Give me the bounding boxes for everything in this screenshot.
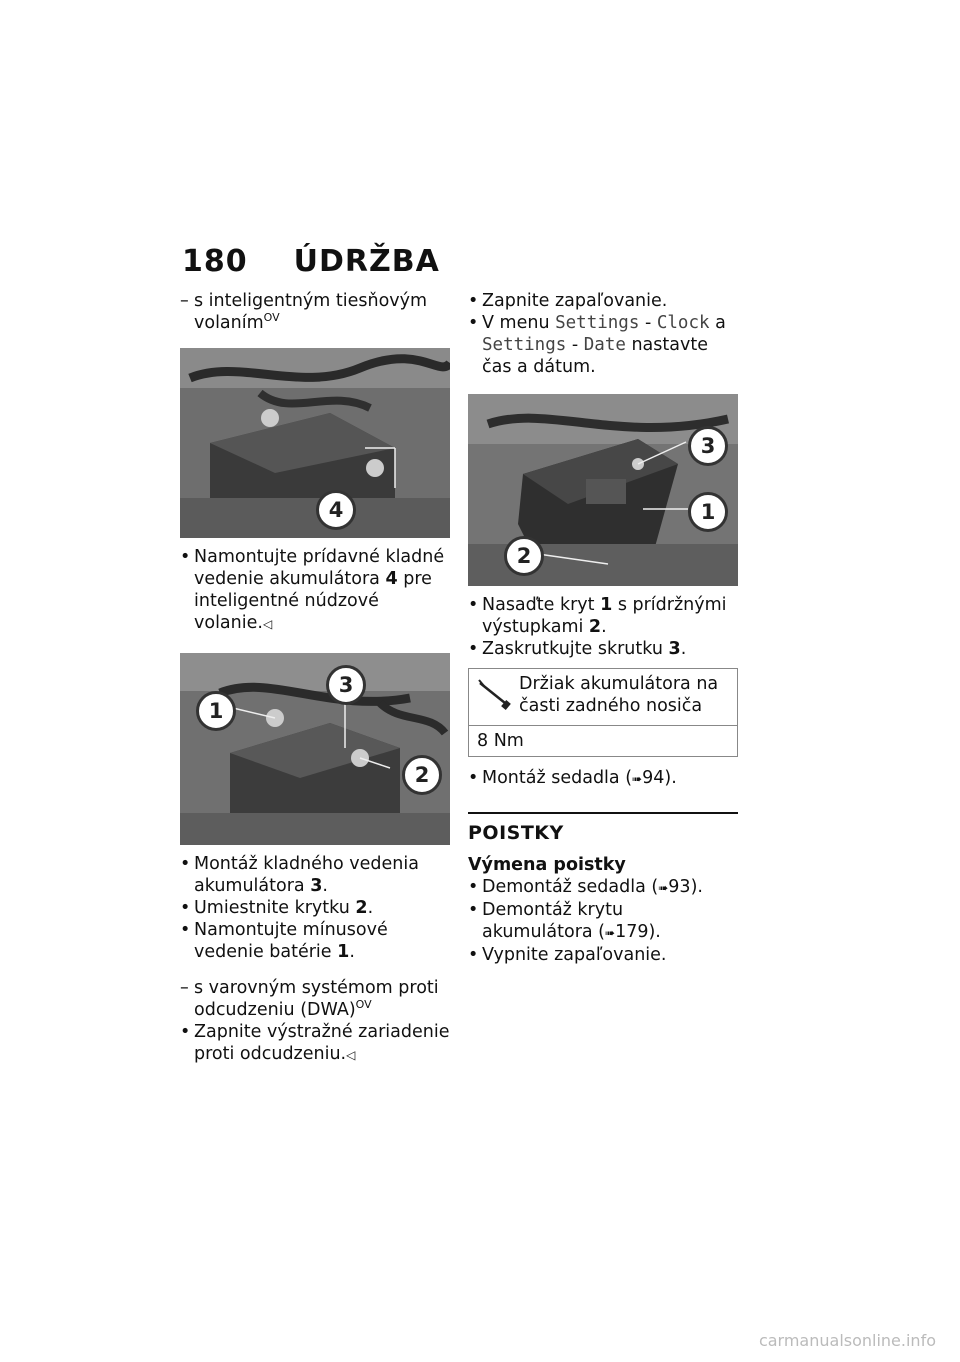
battery-illustration-2	[180, 653, 450, 845]
end-mark-icon: ◁	[346, 1048, 356, 1062]
callout-1: 1	[688, 492, 728, 532]
section-title: POISTKY	[468, 822, 564, 844]
callout-2: 2	[402, 755, 442, 795]
optional-equipment-mark: OV	[355, 998, 372, 1012]
arrow-ref-icon: ➠	[658, 881, 669, 895]
step-negative-cable: • Namontujte mínusové vedenie batérie 1.	[180, 920, 388, 962]
menu-settings: Settings	[555, 313, 640, 333]
page-header	[182, 244, 440, 279]
page-number: 180	[182, 244, 248, 279]
step-remove-battery-cover: • Demontáž krytu akumulátora (➠179).	[468, 900, 661, 942]
callout-3: 3	[688, 426, 728, 466]
step-fit-cover: • Nasaďte kryt 1 s prídržnými výstupkami 2.	[468, 595, 727, 637]
callout-1: 1	[196, 691, 236, 731]
step-positive-cable: • Montáž kladného vedenia akumulátora 3.	[180, 854, 419, 896]
section-divider	[468, 812, 738, 814]
torque-value: 8 Nm	[477, 731, 524, 751]
step-alarm-on: • Zapnite výstražné zariadenie proti odcudzeniu.◁	[180, 1022, 450, 1064]
battery-cover-photo	[468, 394, 738, 586]
chapter-title: ÚDRŽBA	[293, 244, 440, 279]
menu-date: Date	[583, 335, 626, 355]
page-ref-link[interactable]: 93	[668, 877, 691, 897]
dash-marker: –	[180, 291, 189, 311]
arrow-ref-icon: ➠	[605, 926, 616, 940]
watermark: carmanualsonline.info	[758, 1331, 936, 1350]
step-place-cap: • Umiestnite krytku 2.	[180, 898, 374, 918]
step-install-extra-cable: • Namontujte prídavné kladné vedenie akumulátora 4 pre inteligentné núdzové volanie.◁	[180, 547, 445, 633]
step-set-time-date: • V menu Settings - Clock a Settings - Date nastavte čas a dátum.	[468, 313, 726, 377]
left-column	[180, 290, 452, 1066]
subsection-title: Výmena poistky	[468, 855, 626, 875]
equipment-line-dwa: – s varovným systémom proti odcudzeniu (DWA)$^{OV}$	[180, 978, 439, 1020]
callout-4: 4	[316, 490, 356, 530]
torque-label: Držiak akumulátora na časti zadného nosiča	[519, 674, 719, 716]
battery-photo-1	[180, 348, 450, 538]
menu-settings-2: Settings	[482, 335, 567, 355]
torque-wrench-icon	[477, 677, 513, 711]
step-ignition-on: • Zapnite zapaľovanie.	[468, 291, 668, 311]
callout-3: 3	[326, 665, 366, 705]
page-ref-link[interactable]: 94	[642, 768, 665, 788]
callout-2: 2	[504, 536, 544, 576]
step-ignition-off: • Vypnite zapaľovanie.	[468, 945, 667, 965]
step-install-seat: • Montáž sedadla (➠94).	[468, 768, 677, 788]
step-tighten-screw: • Zaskrutkujte skrutku 3.	[468, 639, 687, 659]
end-mark-icon: ◁	[262, 617, 273, 631]
arrow-ref-icon: ➠	[632, 772, 643, 786]
torque-table	[468, 668, 738, 757]
menu-clock: Clock	[656, 313, 710, 333]
optional-equipment-mark: OV	[263, 311, 280, 325]
page-ref-link[interactable]: 179	[615, 922, 649, 942]
step-remove-seat: • Demontáž sedadla (➠93).	[468, 877, 703, 897]
battery-photo-2	[180, 653, 450, 845]
equipment-line-ecall: – s inteligentným tiesňovým volaním$^{OV}$	[180, 291, 428, 333]
right-column	[468, 290, 738, 966]
battery-illustration	[180, 348, 450, 538]
